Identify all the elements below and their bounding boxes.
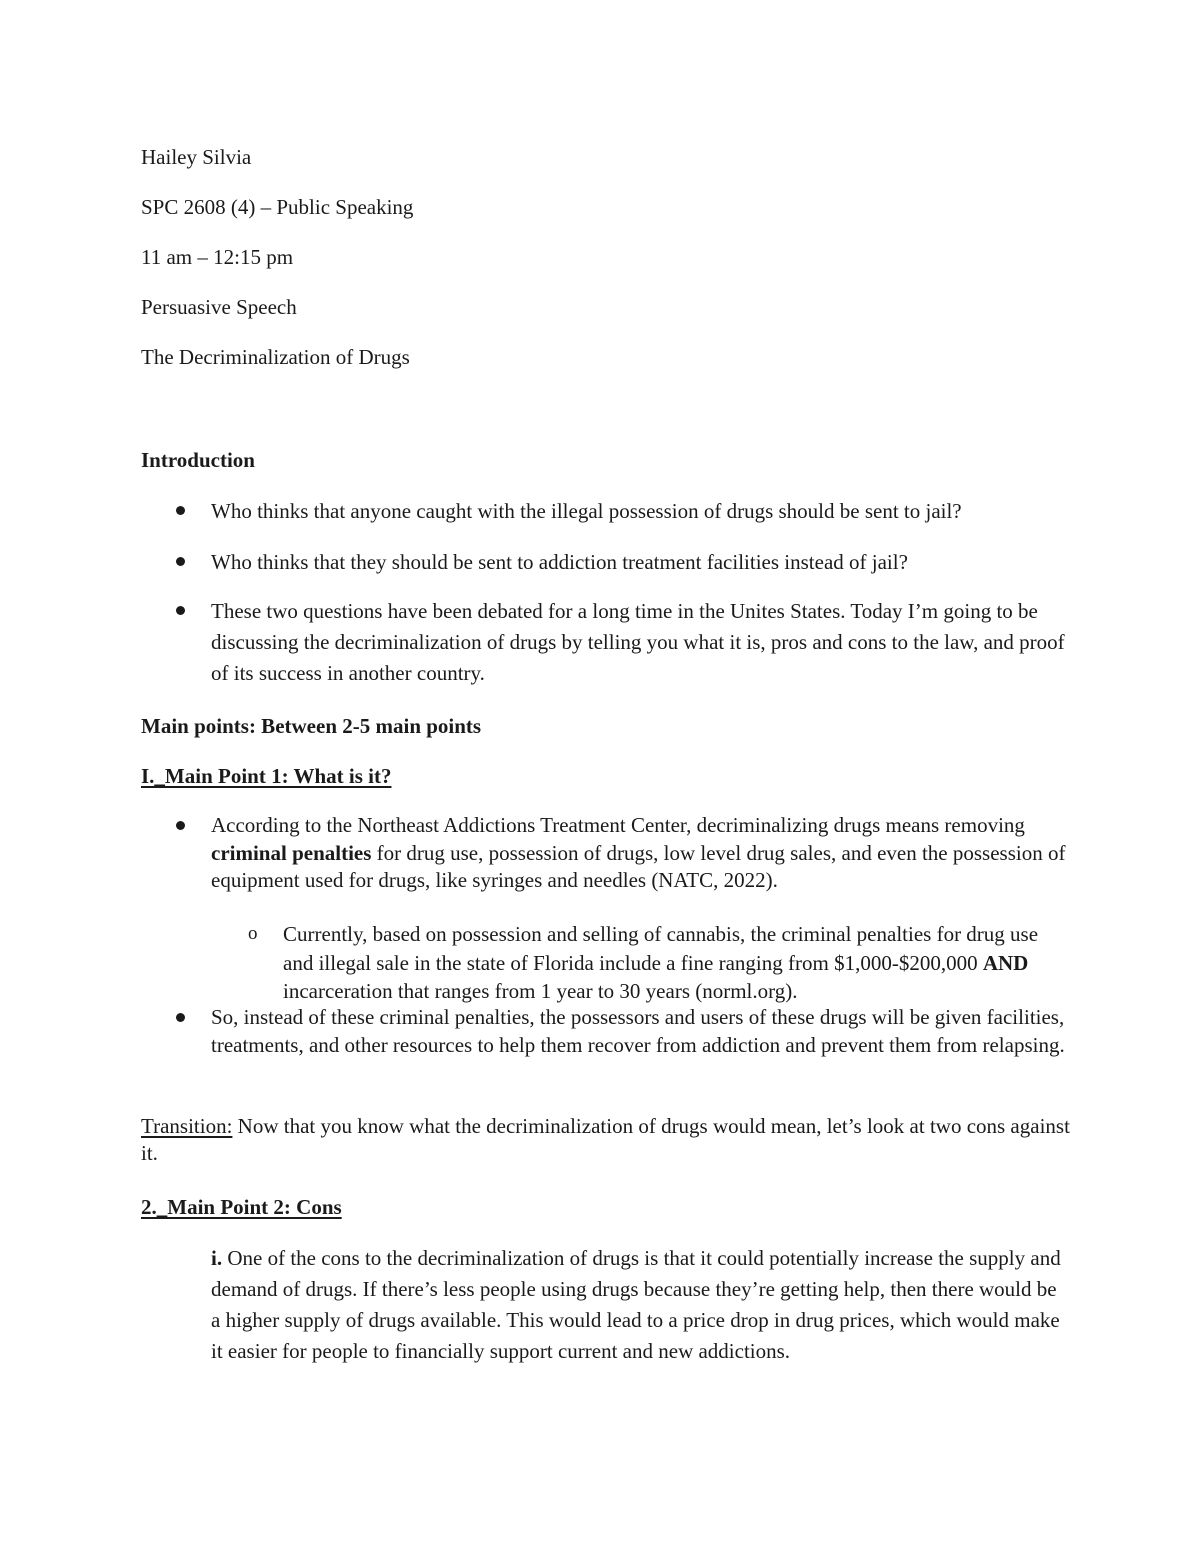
bullet-1-text-start: According to the Northeast Addictions Treatment Center, decriminalizing drugs means removing: [211, 813, 1025, 837]
bullet-icon: [176, 557, 185, 566]
intro-bullet-3: These two questions have been debated for a long time in the Unites States. Today I’m going to be discussing the decriminalization of drugs by telling you what it is, pros and cons to the law, and proof of its success in another country.: [211, 599, 1065, 685]
main-point-2-item-i: [211, 1243, 1071, 1367]
main-point-2-heading: 2._Main Point 2: Cons: [141, 1195, 342, 1219]
introduction-heading: Introduction: [141, 448, 255, 472]
time-line: 11 am – 12:15 pm: [141, 245, 294, 269]
sub-bullet-text-end: incarceration that ranges from 1 year to 30 years (norml.org).: [283, 979, 798, 1003]
transition-label: Transition:: [141, 1114, 233, 1138]
author-name: Hailey Silvia: [141, 145, 252, 169]
bullet-icon: [176, 1013, 185, 1022]
intro-bullet-2: Who thinks that they should be sent to addiction treatment facilities instead of jail?: [211, 550, 908, 574]
main-point-1-heading: I._Main Point 1: What is it?: [141, 764, 392, 788]
bullet-1-bold-term: criminal penalties: [211, 840, 372, 865]
main-points-heading: Main points: Between 2-5 main points: [141, 714, 482, 738]
main-point-1-sub-bullet: [283, 920, 1068, 1006]
sub-bullet-bold-term: AND: [982, 950, 1029, 975]
main-point-1-bullet-1: [211, 812, 1071, 895]
sub-bullet-text-start: Currently, based on possession and selling of cannabis, the criminal penalties for drug use and illegal sale in the state of Florida include a fine ranging from $1,000-$200,000: [283, 922, 1039, 975]
transition-text: Now that you know what the decriminalization of drugs would mean, let’s look at two cons against it.: [141, 1114, 1070, 1165]
bullet-icon: [176, 506, 185, 515]
sub-bullet-marker: o: [248, 923, 258, 944]
course-line: SPC 2608 (4) – Public Speaking: [141, 195, 414, 219]
bullet-1-text-end: for drug use, possession of drugs, low level drug sales, and even the possession of equipment used for drugs, like syringes and needles (NATC, 2022).: [211, 840, 1066, 892]
item-marker: i.: [211, 1246, 223, 1270]
topic-line: The Decriminalization of Drugs: [141, 345, 410, 369]
bullet-icon: [176, 606, 185, 615]
assignment-line: Persuasive Speech: [141, 295, 297, 319]
bullet-icon: [176, 821, 185, 830]
transition-paragraph: [141, 1113, 1071, 1167]
main-point-1-bullet-2: So, instead of these criminal penalties, the possessors and users of these drugs will be given facilities, treatments, and other resources to help them recover from addiction and prevent them from relapsing.: [211, 1005, 1065, 1057]
item-text: One of the cons to the decriminalization of drugs is that it could potentially increase the supply and demand of drugs. If there’s less people using drugs because they’re getting help, then there would be a higher supply of drugs available. This would lead to a price drop in drug prices, which would make it easier for people to financially support current and new addictions.: [211, 1246, 1061, 1363]
intro-bullet-1: Who thinks that anyone caught with the illegal possession of drugs should be sent to jail?: [211, 499, 962, 523]
